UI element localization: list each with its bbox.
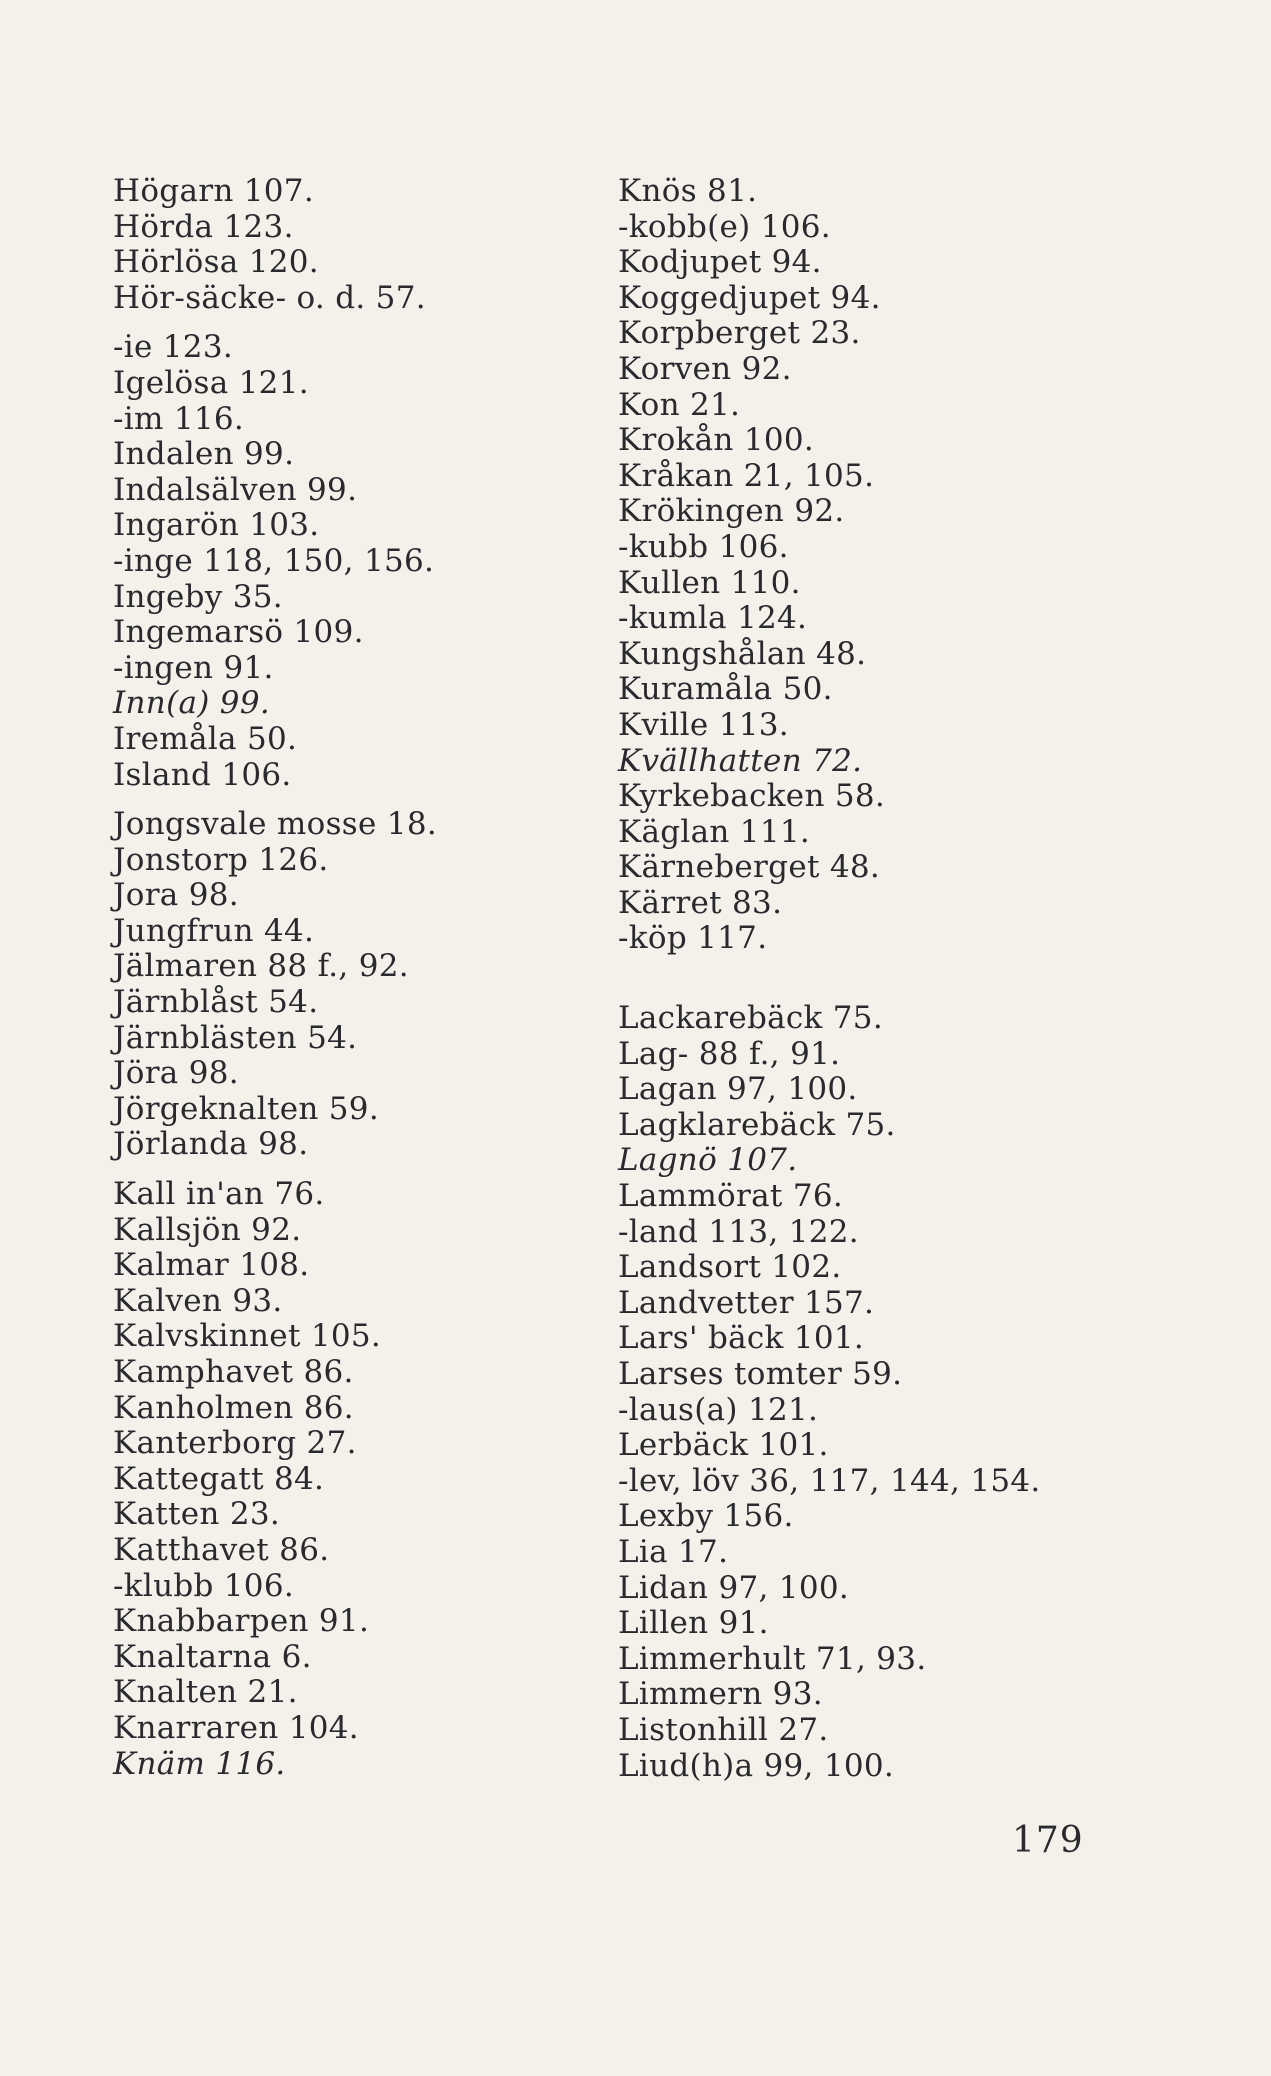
index-entry: Kamphavet 86.: [113, 1354, 354, 1390]
index-entry: -im 116.: [113, 400, 245, 437]
index-entry: Ingemarsö 109.: [113, 614, 364, 651]
index-entry: Island 106.: [113, 756, 292, 793]
index-entry: Kalvskinnet 105.: [113, 1318, 382, 1355]
index-entry: Krökingen 92.: [618, 493, 845, 530]
index-entry: -lev, löv 36, 117, 144, 154.: [618, 1462, 1041, 1499]
index-entry: Lerbäck 101.: [618, 1427, 829, 1464]
index-entry: Krokån 100.: [618, 422, 815, 459]
group-spacer: [113, 793, 673, 807]
index-entry: Hörlösa 120.: [113, 244, 319, 281]
index-entry: Kråkan 21, 105.: [618, 457, 875, 494]
index-entry: Lia 17.: [618, 1533, 729, 1570]
index-entry: -land 113, 122.: [618, 1213, 859, 1250]
index-entry: Jongsvale mosse 18.: [113, 806, 437, 843]
group-spacer: [113, 1163, 673, 1177]
index-entry: Lagnö 107.: [618, 1142, 798, 1179]
index-entry: Kalmar 108.: [113, 1247, 310, 1284]
group-spacer: [113, 316, 673, 330]
index-entry: Lammörat 76.: [618, 1178, 844, 1215]
index-entry: -laus(a) 121.: [618, 1391, 819, 1428]
index-entry: Limmerhult 71, 93.: [618, 1640, 927, 1677]
index-column-right: [618, 174, 1178, 1784]
index-entry: Lidan 97, 100.: [618, 1569, 850, 1606]
index-entry: Kuramåla 50.: [618, 671, 833, 708]
index-entry: Järnblästen 54.: [113, 1019, 358, 1056]
index-entry: Iremåla 50.: [113, 720, 298, 757]
index-entry: Kalven 93.: [113, 1282, 283, 1319]
index-entry: Kall in'an 76.: [113, 1176, 325, 1213]
index-entry: Lillen 91.: [618, 1605, 769, 1642]
index-entry: Lexby 156.: [618, 1498, 794, 1535]
index-entry: Knalten 21.: [113, 1674, 298, 1711]
index-entry: Katthavet 86.: [113, 1531, 330, 1568]
index-entry: Högarn 107.: [113, 173, 314, 209]
page-number: 179: [1012, 1820, 1084, 1861]
index-entry: Hör-säcke- o. d. 57.: [113, 279, 426, 316]
index-entry: Korpberget 23.: [618, 315, 861, 352]
index-entry: Käglan 111.: [618, 813, 811, 850]
index-entry: -kumla 124.: [618, 600, 808, 637]
index-entry: Kullen 110.: [618, 564, 801, 601]
index-entry: -inge 118, 150, 156.: [113, 542, 435, 579]
index-entry: Jora 98.: [113, 877, 239, 914]
index-entry: -köp 117.: [618, 920, 768, 957]
index-entry: Lag- 88 f., 91.: [618, 1035, 841, 1072]
index-entry: Kvällhatten 72.: [618, 742, 863, 779]
index-entry: Korven 92.: [618, 350, 792, 387]
index-entry: Jörlanda 98.: [113, 1126, 309, 1163]
index-entry: Kville 113.: [618, 706, 789, 743]
index-entry: Larses tomter 59.: [618, 1356, 903, 1392]
index-entry: Knäm 116.: [113, 1745, 286, 1782]
index-entry: Lackarebäck 75.: [618, 1000, 883, 1037]
index-entry: Kungshålan 48.: [618, 635, 867, 672]
index-entry: Landvetter 157.: [618, 1284, 875, 1321]
index-column-left: [113, 174, 673, 1782]
index-entry: Kyrkebacken 58.: [618, 778, 886, 815]
index-entry: Igelösa 121.: [113, 364, 309, 401]
index-entry: Jöra 98.: [113, 1055, 239, 1092]
index-entry: -kobb(e) 106.: [618, 208, 831, 245]
index-entry: Kanterborg 27.: [113, 1425, 357, 1462]
index-entry: Ingarön 103.: [113, 507, 320, 544]
index-entry: Lagan 97, 100.: [618, 1071, 858, 1108]
index-entry: Knaltarna 6.: [113, 1638, 312, 1675]
index-entry: Kärret 83.: [618, 884, 783, 921]
index-entry: Koggedjupet 94.: [618, 279, 881, 316]
index-entry: Jonstorp 126.: [113, 841, 329, 878]
group-spacer: [618, 957, 1178, 1001]
index-entry: Kon 21.: [618, 386, 741, 423]
index-entry: Limmern 93.: [618, 1676, 823, 1713]
index-entry: Liud(h)a 99, 100.: [618, 1747, 895, 1784]
index-entry: Kärneberget 48.: [618, 849, 881, 886]
index-entry: Järnblåst 54.: [113, 984, 319, 1021]
index-entry: Knabbarpen 91.: [113, 1603, 370, 1640]
index-entry: Katten 23.: [113, 1496, 281, 1533]
index-entry: Jälmaren 88 f., 92.: [113, 948, 409, 985]
index-entry: Listonhill 27.: [618, 1711, 829, 1748]
index-entry: Kattegatt 84.: [113, 1460, 325, 1497]
index-entry: Jörgeknalten 59.: [113, 1090, 379, 1127]
index-entry: Hörda 123.: [113, 208, 294, 245]
index-entry: Inn(a) 99.: [113, 685, 271, 722]
index-entry: -klubb 106.: [113, 1567, 295, 1604]
index-entry: Landsort 102.: [618, 1249, 842, 1286]
index-entry: Kodjupet 94.: [618, 244, 822, 281]
index-entry: Ingeby 35.: [113, 578, 283, 615]
index-entry: Knarraren 104.: [113, 1709, 359, 1746]
index-entry: Knös 81.: [618, 173, 758, 209]
index-entry: Indalsälven 99.: [113, 471, 358, 508]
index-entry: Indalen 99.: [113, 436, 295, 473]
index-entry: Jungfrun 44.: [113, 912, 315, 949]
index-entry: Kallsjön 92.: [113, 1211, 302, 1248]
index-entry: Lagklarebäck 75.: [618, 1106, 896, 1143]
index-entry: Lars' bäck 101.: [618, 1320, 865, 1357]
index-entry: -ie 123.: [113, 329, 234, 366]
index-entry: -kubb 106.: [618, 528, 789, 565]
index-entry: -ingen 91.: [113, 649, 274, 686]
index-entry: Kanholmen 86.: [113, 1389, 354, 1426]
